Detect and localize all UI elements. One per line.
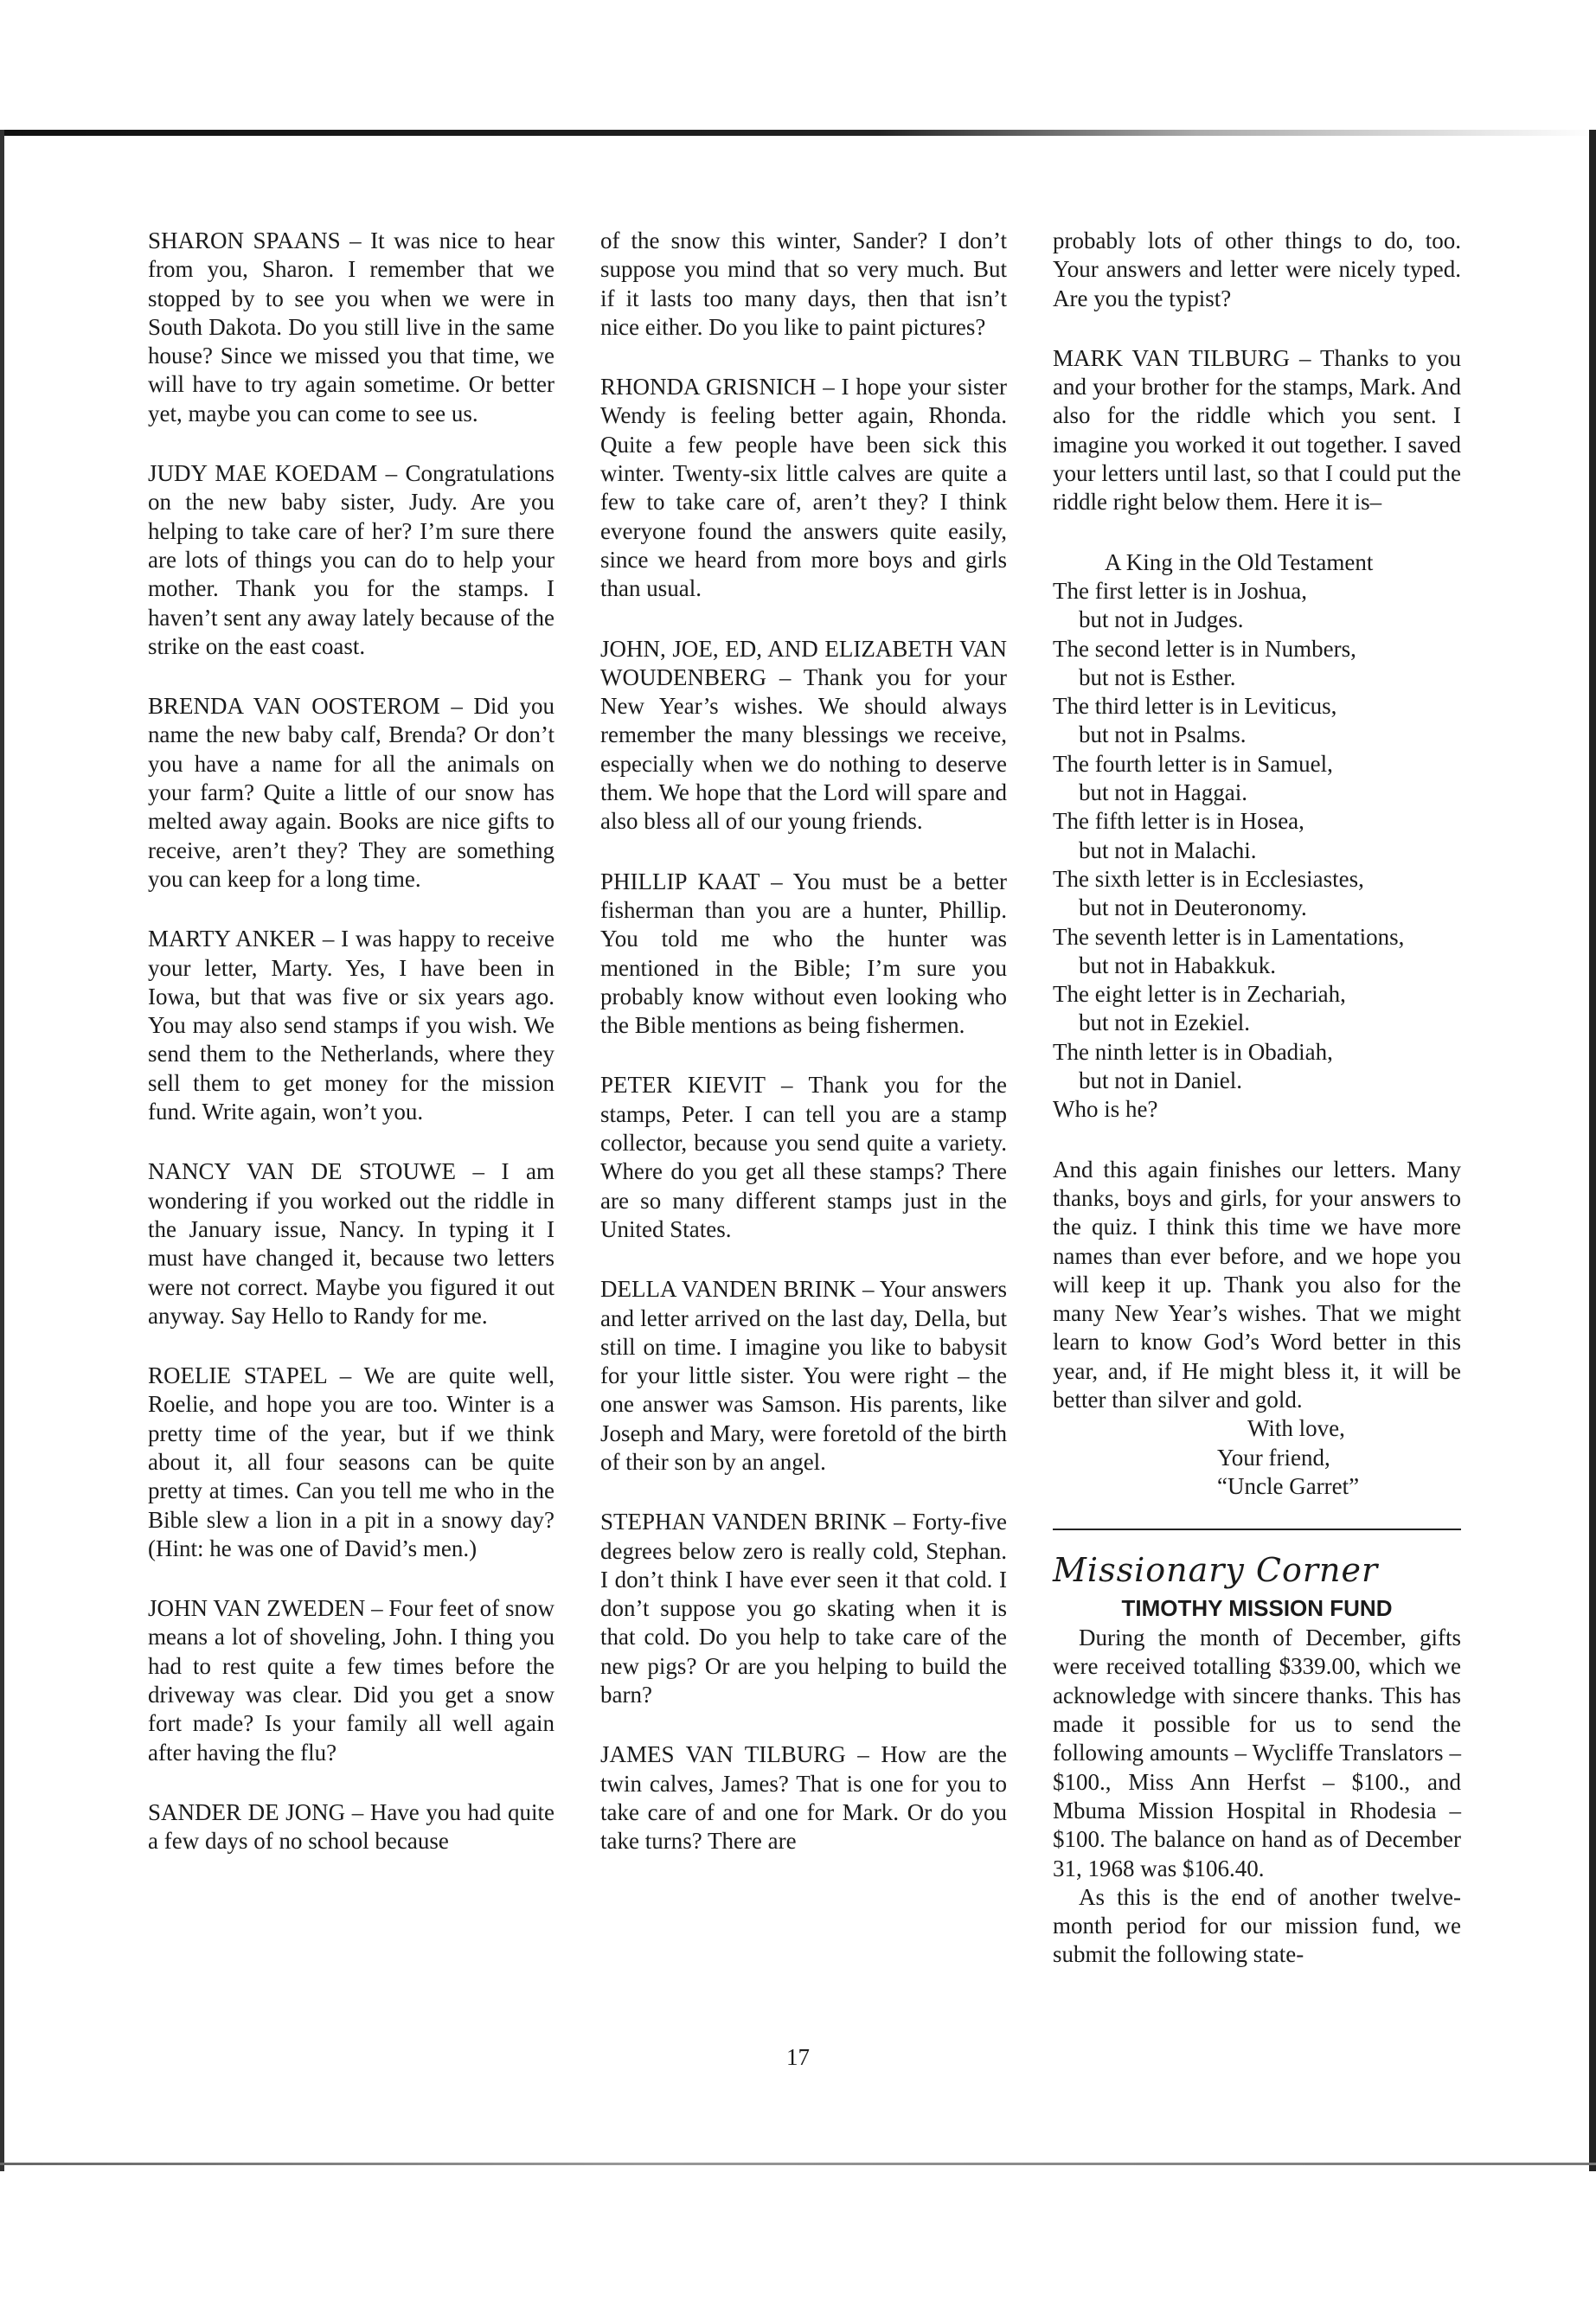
scan-border-right xyxy=(1589,130,1596,2171)
riddle xyxy=(1053,548,1461,1125)
riddle-line: The eight letter is in Zechariah, xyxy=(1053,981,1346,1008)
fund-paragraph: During the month of December, gifts were received totalling $339.00, which we acknowledge with sincere thanks. This has made it possible for us to send the following amounts – Wycliffe Translators – $100., Miss Ann Herfst – $100., and Mbuma Mission Hospital in Rhodesia – $100. The balance on hand as of December 31, 1968 was $106.40. xyxy=(1053,1625,1461,1881)
signoff-line: With love, xyxy=(1247,1415,1345,1442)
signoff xyxy=(1053,1414,1461,1501)
signoff-line: Your friend, xyxy=(1217,1444,1330,1471)
riddle-line: but not in Haggai. xyxy=(1079,779,1247,806)
riddle-line: The third letter is in Leviticus, xyxy=(1053,693,1337,720)
riddle-line: but not in Daniel. xyxy=(1079,1067,1242,1094)
letter-mark-van-tilburg: MARK VAN TILBURG – Thanks to you and your brother for the stamps, Mark. And also for the riddle which you sent. I imagine you worked it out together. I saved your letters until last, so that I could put the riddle right below them. Here it is– xyxy=(1053,344,1461,516)
fund-heading: TIMOTHY MISSION FUND xyxy=(1121,1595,1393,1622)
letter-van-woudenberg: JOHN, JOE, ED, AND ELIZABETH VAN WOUDENBERG – Thank you for your New Year’s wishes. We should always remember the many blessings we receive, especially when we do nothing to deserve them. We hope that the Lord will spare and also bless all of our young friends. xyxy=(600,635,1007,835)
column-middle xyxy=(600,227,1007,1888)
riddle-line: but not in Habakkuk. xyxy=(1079,952,1276,978)
column-right xyxy=(1053,227,1461,1970)
letter-judy-mae-koedam: JUDY MAE KOEDAM – Congratulations on the new baby sister, Judy. Are you helping to take care of her? I’m sure there are lots of things you can do to help your mother. Thank you for the stamps. I haven’t sent any away lately because of the strike on the east coast. xyxy=(148,460,554,659)
letter-james-van-tilburg: JAMES VAN TILBURG – How are the twin calves, James? That is one for you to take care of and one for Mark. Or do you take turns? There are xyxy=(600,1741,1007,1855)
letter-della-vanden-brink: DELLA VANDEN BRINK – Your answers and letter arrived on the last day, Della, but still on time. I imagine you like to babysit for your little sister. You were right – the one answer was Samson. His parents, like Joseph and Mary, were foretold of the birth of their son by an angel. xyxy=(600,1276,1007,1475)
riddle-line: but not in Judges. xyxy=(1079,606,1244,633)
riddle-line: but not is Esther. xyxy=(1079,663,1236,690)
riddle-line: The first letter is in Joshua, xyxy=(1053,577,1307,604)
letter-john-van-zweden: JOHN VAN ZWEDEN – Four feet of snow means a lot of shoveling, John. I thing you had to rest quite a few times before the driveway was clear. Did you get a snow fort made? Is your family all well again after having the flu? xyxy=(148,1595,554,1766)
letter-roelie-stapel: ROELIE STAPEL – We are quite well, Roelie, and hope you are too. Winter is a pretty time of the year, but if we think about it, all four seasons can be quite pretty at times. Can you tell me who in the Bible slew a lion in a pit in a snowy day? (Hint: he was one of David’s men.) xyxy=(148,1362,554,1561)
letter-brenda-van-oosterom: BRENDA VAN OOSTEROM – Did you name the new baby calf, Brenda? Or don’t you have a name for all the animals on your farm? Quite a little of our snow has melted away again. Books are nice gifts to receive, aren’t they? They are something you can keep for a long time. xyxy=(148,693,554,892)
scan-border-top xyxy=(0,130,1596,136)
riddle-line: The sixth letter is in Ecclesiastes, xyxy=(1053,865,1364,892)
letter-rhonda-grisnich: RHONDA GRISNICH – I hope your sister Wendy is feeling better again, Rhonda. Quite a few people have been sick this winter. Twenty-six little calves are quite a few to take care of, aren’t they? I think everyone found the answers quite easily, since we heard from more boys and girls than usual. xyxy=(600,374,1007,602)
riddle-question: Who is he? xyxy=(1053,1096,1158,1123)
riddle-line: The seventh letter is in Lamentations, xyxy=(1053,923,1405,950)
section-divider xyxy=(1053,1529,1461,1530)
letter-sander-de-jong: SANDER DE JONG – Have you had quite a few days of no school because xyxy=(148,1798,554,1855)
letter-nancy-van-de-stouwe: NANCY VAN DE STOUWE – I am wondering if you worked out the riddle in the January issue, Nancy. In typing it I must have changed it, because two letters were not correct. Maybe you figured it out anyway. Say Hello to Randy for me. xyxy=(148,1158,554,1329)
section-title: Missionary Corner xyxy=(1053,1551,1379,1590)
letter-sander-de-jong-cont: of the snow this winter, Sander? I don’t suppose you mind that so very much. But if it lasts too many days, then that isn’t nice either. Do you like to paint pictures? xyxy=(600,228,1007,340)
riddle-line: but not in Psalms. xyxy=(1079,721,1247,748)
fund-body xyxy=(1053,1624,1461,1970)
signoff-signature: “Uncle Garret” xyxy=(1217,1472,1360,1499)
riddle-line: The fourth letter is in Samuel, xyxy=(1053,750,1333,777)
letter-stephan-vanden-brink: STEPHAN VANDEN BRINK – Forty-five degrees below zero is really cold, Stephan. I don’t think I have ever seen it that cold. I don’t suppose you go skating when it is that cold. Do you help to take care of the new pigs? Or are you helping to build the barn? xyxy=(600,1509,1007,1708)
riddle-line: but not in Malachi. xyxy=(1079,836,1257,863)
riddle-heading: A King in the Old Testament xyxy=(1105,548,1374,575)
letter-phillip-kaat: PHILLIP KAAT – You must be a better fisherman than you are a hunter, Phillip. You told me who the hunter was mentioned in the Bible; I’m sure you probably know without even looking who the Bible mentions as being fishermen. xyxy=(600,868,1007,1039)
column-left xyxy=(148,227,554,1888)
letter-sharon-spaans: SHARON SPAANS – It was nice to hear from you, Sharon. I remember that we stopped by to see you when we were in South Dakota. Do you still live in the same house? Since we missed you that time, we will have to try again sometime. Or better yet, maybe you can come to see us. xyxy=(148,228,554,426)
letter-marty-anker: MARTY ANKER – I was happy to receive your letter, Marty. Yes, I have been in Iowa, but that was five or six years ago. You may also send stamps if you wish. We send them to the Netherlands, where they sell them to get money for the mission fund. Write again, won’t you. xyxy=(148,926,554,1125)
riddle-line: The fifth letter is in Hosea, xyxy=(1053,808,1304,835)
scan-border-bottom xyxy=(0,2163,1596,2165)
riddle-line: but not in Ezekiel. xyxy=(1079,1009,1250,1036)
riddle-line: but not in Deuteronomy. xyxy=(1079,894,1307,921)
riddle-line: The second letter is in Numbers, xyxy=(1053,635,1356,662)
letter-james-van-tilburg-cont: probably lots of other things to do, too. Your answers and letter were nicely typed. Are you the typist? xyxy=(1053,228,1461,311)
scan-border-left xyxy=(0,130,4,2171)
closing-paragraph: And this again finishes our letters. Many thanks, boys and girls, for your answers to the quiz. I think this time we have more names than ever before, and we hope you will keep it up. Thank you also for the many New Year’s wishes. That we might learn to know God’s Word better in this year, and, if He might bless it, it will be better than silver and gold. xyxy=(1053,1156,1461,1413)
page-number: 17 xyxy=(786,2044,810,2070)
fund-paragraph: As this is the end of another twelve-month period for our mission fund, we submit the following state- xyxy=(1053,1883,1461,1968)
riddle-line: The ninth letter is in Obadiah, xyxy=(1053,1038,1333,1065)
letter-peter-kievit: PETER KIEVIT – Thank you for the stamps, Peter. I can tell you are a stamp collector, because you send quite a variety. Where do you get all these stamps? There are so many different stamps just in the United States. xyxy=(600,1072,1007,1242)
